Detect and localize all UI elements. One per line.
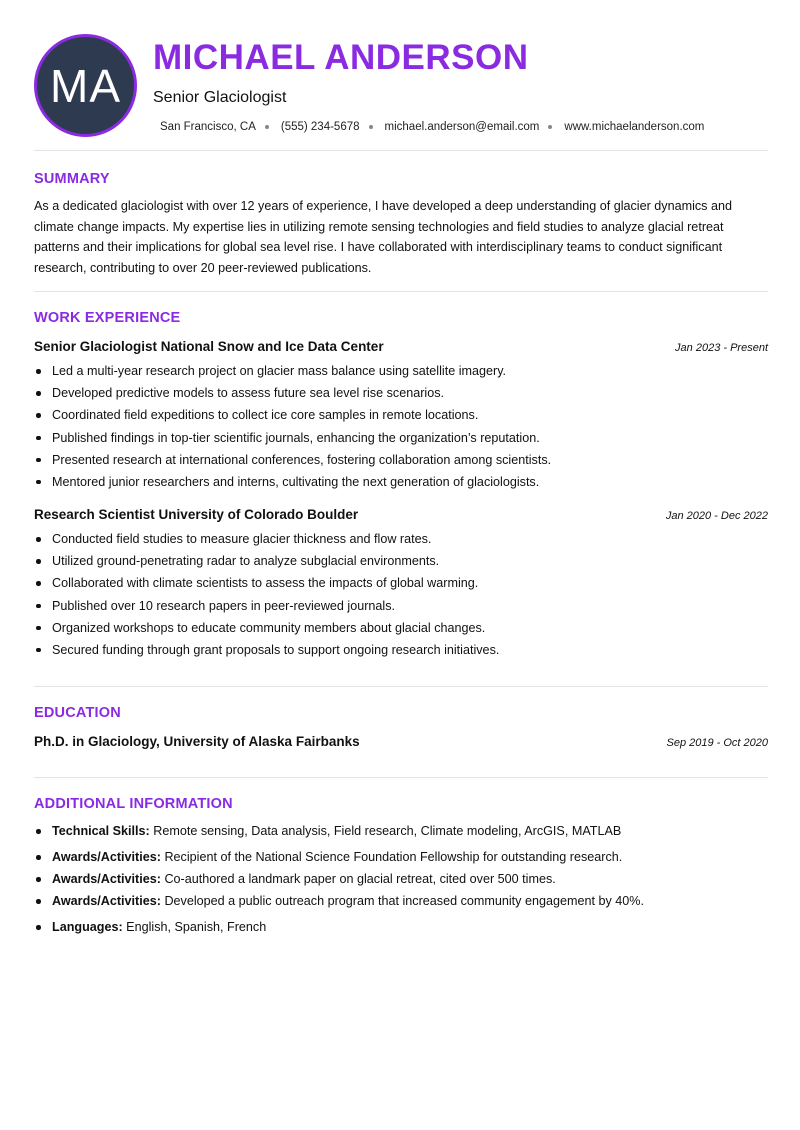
list-item: Presented research at international conferences, fostering collaboration among scientists.: [52, 451, 551, 473]
summary-heading: SUMMARY: [34, 171, 110, 187]
separator-dot: [548, 125, 552, 129]
item-text: Remote sensing, Data analysis, Field research, Climate modeling, ArcGIS, MATLAB: [149, 824, 622, 838]
list-item: Published over 10 research papers in peer-reviewed journals.: [52, 597, 499, 619]
separator-dot: [369, 125, 373, 129]
list-item: Secured funding through grant proposals to support ongoing research initiatives.: [52, 641, 499, 663]
section-divider: [34, 686, 768, 687]
additional-list: [52, 822, 644, 941]
job-header: [34, 339, 768, 354]
separator-dot: [265, 125, 269, 129]
resume-header: [0, 0, 800, 150]
section-divider: [34, 777, 768, 778]
list-item: [52, 918, 644, 940]
job-date: Jan 2020 - Dec 2022: [665, 510, 768, 522]
candidate-title: Senior Glaciologist: [153, 89, 287, 106]
experience-heading: WORK EXPERIENCE: [34, 310, 181, 326]
item-label: Languages:: [52, 920, 123, 935]
section-divider: [34, 291, 768, 292]
candidate-name: MICHAEL ANDERSON: [153, 38, 529, 77]
additional-heading: ADDITIONAL INFORMATION: [34, 796, 233, 812]
item-text: Recipient of the National Science Foundation Fellowship for outstanding research.: [160, 850, 623, 864]
list-item: Organized workshops to educate community members about glacial changes.: [52, 619, 499, 641]
job-header: [34, 507, 768, 522]
education-row: [34, 734, 768, 749]
item-text: English, Spanish, French: [122, 920, 267, 935]
job-title: Research Scientist University of Colorado Boulder: [34, 507, 359, 522]
contact-website[interactable]: www.michaelanderson.com: [564, 121, 705, 133]
item-label: Technical Skills:: [52, 824, 150, 838]
list-item: Led a multi-year research project on glacier mass balance using satellite imagery.: [52, 362, 551, 384]
list-item: Coordinated field expeditions to collect ice core samples in remote locations.: [52, 406, 551, 428]
list-item: [52, 822, 644, 848]
degree: Ph.D. in Glaciology, University of Alaska Fairbanks: [34, 734, 360, 749]
item-label: Awards/Activities:: [52, 850, 161, 864]
contact-location: San Francisco, CA: [160, 121, 256, 133]
job-bullets: [52, 530, 499, 663]
list-item: [52, 870, 644, 892]
item-label: Awards/Activities:: [52, 894, 161, 909]
contact-row: [160, 121, 704, 133]
section-divider: [34, 150, 768, 151]
contact-phone: (555) 234-5678: [280, 121, 360, 133]
list-item: Utilized ground-penetrating radar to analyze subglacial environments.: [52, 552, 499, 574]
list-item: [52, 892, 644, 918]
list-item: Conducted field studies to measure glacier thickness and flow rates.: [52, 530, 499, 552]
list-item: Collaborated with climate scientists to assess the impacts of global warming.: [52, 574, 499, 596]
list-item: Published findings in top-tier scientific journals, enhancing the organization’s reputation.: [52, 429, 551, 451]
list-item: Mentored junior researchers and interns, cultivating the next generation of glaciologists.: [52, 473, 551, 495]
avatar: MA: [34, 34, 137, 137]
list-item: Developed predictive models to assess future sea level rise scenarios.: [52, 384, 551, 406]
education-date: Sep 2019 - Oct 2020: [666, 737, 768, 749]
summary-text: As a dedicated glaciologist with over 12 years of experience, I have developed a deep understanding of glacier dynamics and climate change impacts. My expertise lies in utilizing remote sensing technologies and field studies to analyze glacial retreat patterns and their implications for global sea level rise. I have collaborated with interdisciplinary teams to conduct significant research, contributing to over 20 peer-reviewed publications.: [34, 199, 732, 275]
job-date: Jan 2023 - Present: [675, 342, 768, 354]
item-text: Developed a public outreach program that increased community engagement by 40%.: [160, 894, 644, 909]
list-item: [52, 848, 644, 870]
job-bullets: [52, 362, 551, 495]
contact-email[interactable]: michael.anderson@email.com: [384, 121, 540, 133]
item-text: Co-authored a landmark paper on glacial retreat, cited over 500 times.: [160, 872, 556, 887]
education-heading: EDUCATION: [34, 705, 121, 721]
job-title: Senior Glaciologist National Snow and Ice Data Center: [34, 339, 384, 354]
item-label: Awards/Activities:: [52, 872, 161, 887]
